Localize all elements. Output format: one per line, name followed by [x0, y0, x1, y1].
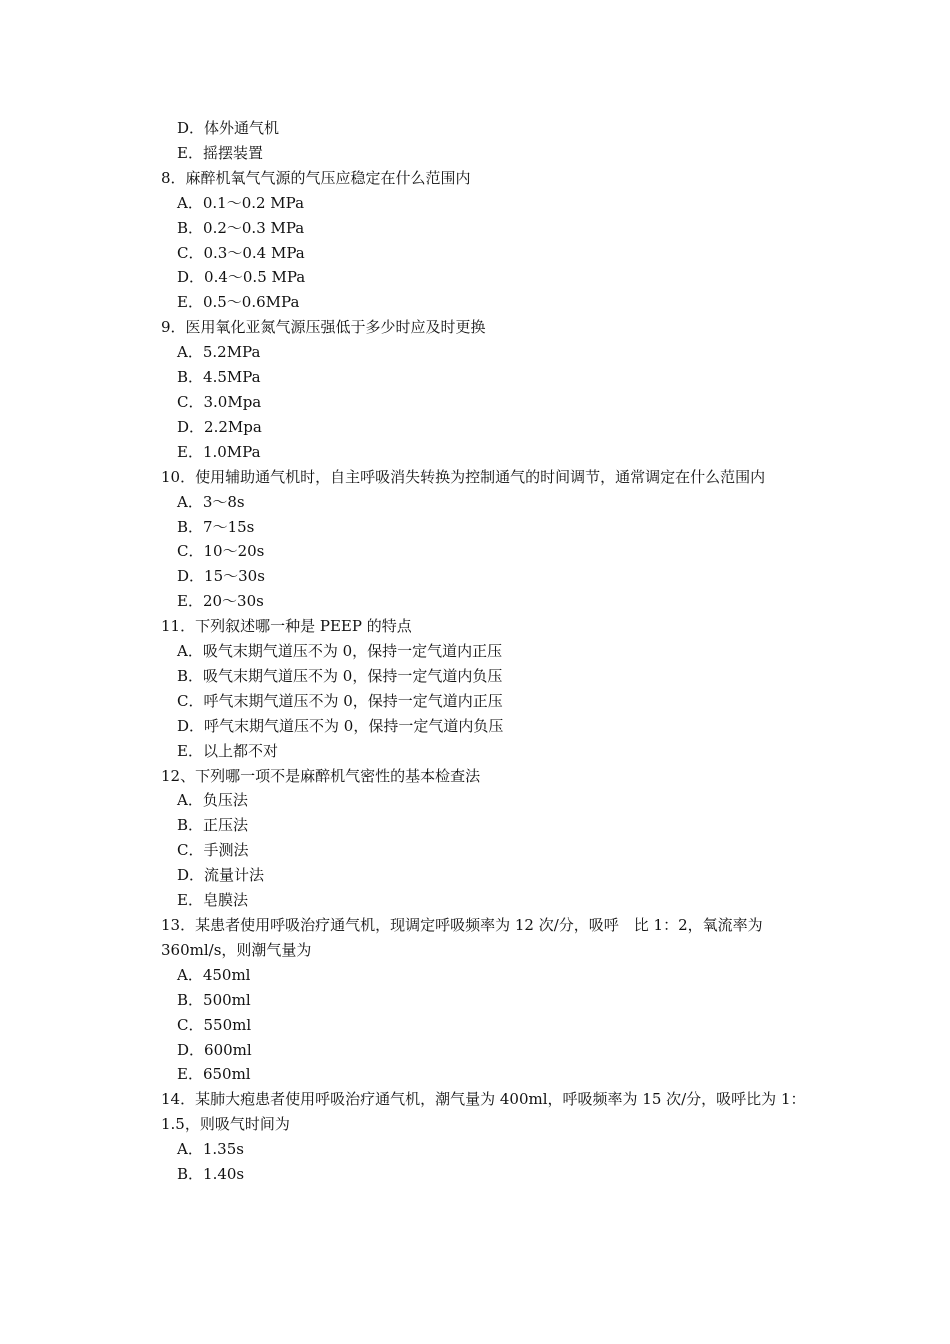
answer-option: D．流量计法: [177, 866, 265, 885]
answer-option: B．7～15s: [177, 517, 255, 536]
answer-option: B．吸气末期气道压不为 0，保持一定气道内负压: [177, 666, 503, 685]
answer-option: A．1.35s: [177, 1140, 244, 1159]
answer-option: B．500ml: [177, 990, 251, 1009]
answer-option: E．皂膜法: [177, 891, 248, 910]
answer-option: A．0.1～0.2 MPa: [177, 193, 305, 212]
answer-option: C．3.0Mpa: [177, 392, 262, 411]
answer-option: D．2.2Mpa: [177, 417, 262, 436]
question-stem: 12、下列哪一项不是麻醉机气密性的基本检查法: [161, 766, 481, 785]
answer-option: C．10～20s: [177, 542, 265, 561]
answer-option: E．以上都不对: [177, 741, 278, 760]
answer-option: E．摇摆装置: [177, 143, 263, 162]
question-stem: 9．医用氧化亚氮气源压强低于多少时应及时更换: [161, 318, 486, 337]
question-stem: 13．某患者使用呼吸治疗通气机，现调定呼吸频率为 12 次/分，吸呼 比 1：2，氧流率为 360ml/s，则潮气量为: [161, 916, 763, 959]
answer-option: B．1.40s: [177, 1165, 245, 1184]
question-stem: 10．使用辅助通气机时，自主呼吸消失转换为控制通气的时间调节，通常调定在什么范围内: [161, 467, 766, 486]
question-stem: 8．麻醉机氧气气源的气压应稳定在什么范围内: [161, 168, 471, 187]
answer-option: A．吸气末期气道压不为 0，保持一定气道内正压: [177, 642, 503, 661]
answer-option: D．15～30s: [177, 567, 265, 586]
answer-option: B．0.2～0.3 MPa: [177, 218, 305, 237]
question-stem: 11．下列叙述哪一种是 PEEP 的特点: [161, 617, 412, 636]
answer-option: D．0.4～0.5 MPa: [177, 268, 306, 287]
answer-option: A．3～8s: [177, 492, 245, 511]
answer-option: D．呼气末期气道压不为 0，保持一定气道内负压: [177, 716, 504, 735]
answer-option: D．体外通气机: [177, 119, 280, 137]
answer-option: C．0.3～0.4 MPa: [177, 243, 305, 262]
answer-option: E．1.0MPa: [177, 442, 261, 461]
answer-option: E．20～30s: [177, 592, 264, 611]
answer-option: B．4.5MPa: [177, 368, 261, 387]
answer-option: A．450ml: [177, 965, 251, 984]
answer-option: C．550ml: [177, 1015, 252, 1034]
answer-option: A．5.2MPa: [177, 343, 261, 362]
question-list: [145, 116, 810, 1187]
answer-option: A．负压法: [177, 791, 248, 810]
answer-option: E．650ml: [177, 1065, 251, 1084]
answer-option: B．正压法: [177, 816, 249, 835]
answer-option: D．600ml: [177, 1040, 252, 1059]
answer-option: C．呼气末期气道压不为 0，保持一定气道内正压: [177, 691, 503, 710]
answer-option: E．0.5～0.6MPa: [177, 293, 300, 312]
answer-option: C．手测法: [177, 841, 249, 860]
question-stem: 14．某肺大疱患者使用呼吸治疗通气机，潮气量为 400ml，呼吸频率为 15 次/分，吸呼比为 1：1.5，则吸气时间为: [161, 1090, 806, 1134]
